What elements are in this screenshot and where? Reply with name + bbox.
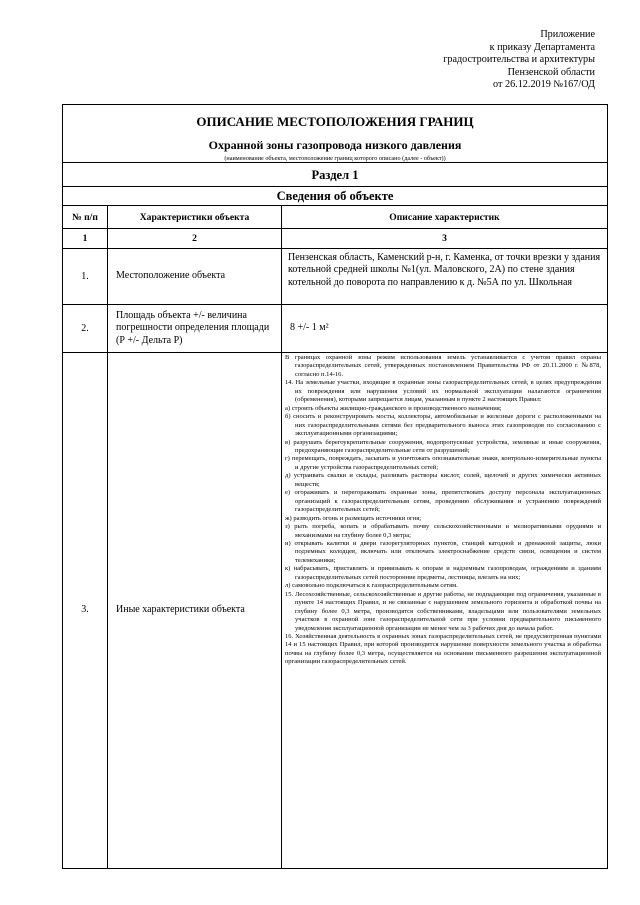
section-title: Раздел 1 bbox=[63, 163, 607, 187]
appendix-line: к приказу Департамента bbox=[489, 41, 595, 53]
appendix-line: от 26.12.2019 №167/ОД bbox=[493, 79, 595, 91]
regulation-paragraph: б) сносить и реконструировать мосты, коллекторы, автомобильные и железные дороги с расположенными на них газораспределительными сетями без предварительного выноса этих газопроводов по согласованию с эксплуатационными организациями; bbox=[285, 413, 601, 438]
column-index-3: 3 bbox=[282, 229, 607, 249]
column-index-1: 1 bbox=[63, 229, 107, 249]
appendix-note bbox=[335, 29, 595, 92]
regulation-paragraph: В границах охранной зоны режим использования земель устанавливается с учетом правил охраны газораспределительных сетей, утвержденных постановлением Правительства РФ от 20.11.2000 г. №878, согласно п.14-16. bbox=[285, 354, 601, 378]
regulation-paragraph: а) строить объекты жилищно-гражданского и производственного назначения; bbox=[285, 404, 502, 412]
appendix-line: Приложение bbox=[540, 29, 595, 40]
document-header bbox=[63, 105, 607, 163]
area-value: 8 +/- 1 м² bbox=[282, 305, 607, 353]
regulation-paragraph: г) перемещать, повреждать, засыпать и уничтожать опознавательные знаки, контрольно-измерительные пункты и другие устройства газораспределительных сетей; bbox=[285, 455, 601, 471]
location-description: Пензенская область, Каменский р-н, г. Каменка, от точки врезки у здания котельной средней школы №1(ул. Маловского, 2А) по стене здания котельной до поворота по направлению к д. №5А по ул. Школьная bbox=[282, 249, 607, 305]
regulation-paragraph: 16. Хозяйственная деятельность в охранных зонах газораспределительных сетей, не предусмотренная пунктами 14 и 15 настоящих Правил, при которой производится нарушение поверхности земельного участка и обработка почвы на глубину более 0,3 метра, осуществляется на основании письменного разрешения эксплуатационной организации газораспределительных сетей. bbox=[285, 632, 601, 666]
regulation-paragraph: к) набрасывать, приставлять и привязывать к опорам и надземным газопроводам, ограждениям и зданиям газораспределительных сетей посторонние предметы, лестницы, влезать на них; bbox=[285, 565, 601, 581]
regulation-paragraph: и) открывать калитки и двери газорегуляторных пунктов, станций катодной и дренажной защиты, люки подземных колодцев, включать или отключать электроснабжение средств связи, освещения и систем телемеханики; bbox=[285, 539, 601, 564]
characteristic-name: Иные характеристики объекта bbox=[116, 604, 245, 616]
section-subtitle: Сведения об объекте bbox=[63, 187, 607, 206]
regulation-paragraph: д) устраивать свалки и склады, разливать растворы кислот, солей, щелочей и других химически активных веществ; bbox=[285, 472, 601, 488]
column-number bbox=[63, 206, 108, 868]
characteristic-name: Местоположение объекта bbox=[108, 249, 281, 305]
column-characteristic bbox=[108, 206, 282, 868]
other-characteristics bbox=[282, 353, 607, 868]
regulation-paragraph: л) самовольно подключаться к газораспределительным сетям. bbox=[285, 582, 458, 590]
regulation-paragraph: 14. На земельные участки, входящие в охранные зоны газораспределительных сетей, в целях предупреждения их повреждения или нарушения условий их нормальной эксплуатации налагаются ограничения (обременения), которыми запрещается лицам, указанным в пункте 2 настоящих Правил: bbox=[285, 379, 601, 404]
row-number: 2. bbox=[63, 305, 107, 353]
regulation-paragraph: е) огораживать и перегораживать охранные зоны, препятствовать доступу персонала эксплуатационных организаций к газораспределительным сетям, проведению обслуживания и устранению повреждений газораспределительных сетей; bbox=[285, 489, 601, 514]
header-characteristic: Характеристики объекта bbox=[108, 206, 281, 229]
document-frame bbox=[62, 104, 608, 869]
row-number: 3. bbox=[81, 604, 89, 616]
object-name: Охранной зоны газопровода низкого давления bbox=[208, 138, 462, 152]
characteristic-name: Площадь объекта +/- величина погрешности определения площади (Р +/- Дельта Р) bbox=[108, 305, 281, 353]
regulation-paragraph: ж) разводить огонь и размещать источники огня; bbox=[285, 514, 422, 522]
regulation-paragraph: з) рыть погреба, копать и обрабатывать почву сельскохозяйственными и мелиоративными орудиями и механизмами на глубину более 0,3 метра; bbox=[285, 523, 601, 539]
column-index-2: 2 bbox=[108, 229, 281, 249]
regulation-paragraph: 15. Лесохозяйственные, сельскохозяйственные и другие работы, не подпадающие под ограничения, указанные в пункте 14 настоящих Правил, и не связанные с нарушением земельного горизонта и обработкой почвы на глубину более 0,3 метра, производятся собственниками, владельцами или пользователями земельных участков в охранной зоне газораспределительной сети при условии предварительного письменного уведомления эксплуатационной организации не менее чем за 3 рабочих дня до начала работ. bbox=[285, 590, 601, 632]
row-number: 1. bbox=[63, 249, 107, 305]
column-description bbox=[282, 206, 607, 868]
regulation-paragraph: в) разрушать берегоукрепительные сооружения, водопропускные устройства, земляные и иные сооружения, предохраняющие газораспределительные сети от разрушений; bbox=[285, 438, 601, 454]
document-title: ОПИСАНИЕ МЕСТОПОЛОЖЕНИЯ ГРАНИЦ bbox=[196, 114, 474, 129]
appendix-line: градостроительства и архитектуры bbox=[443, 54, 595, 66]
object-table bbox=[63, 206, 607, 868]
object-name-note: (наименование объекта, местоположение границ которого описано (далее - объект)) bbox=[224, 155, 446, 162]
header-number: № п/п bbox=[63, 206, 107, 229]
appendix-line: Пензенской области bbox=[507, 66, 595, 78]
header-description: Описание характеристик bbox=[282, 206, 607, 229]
